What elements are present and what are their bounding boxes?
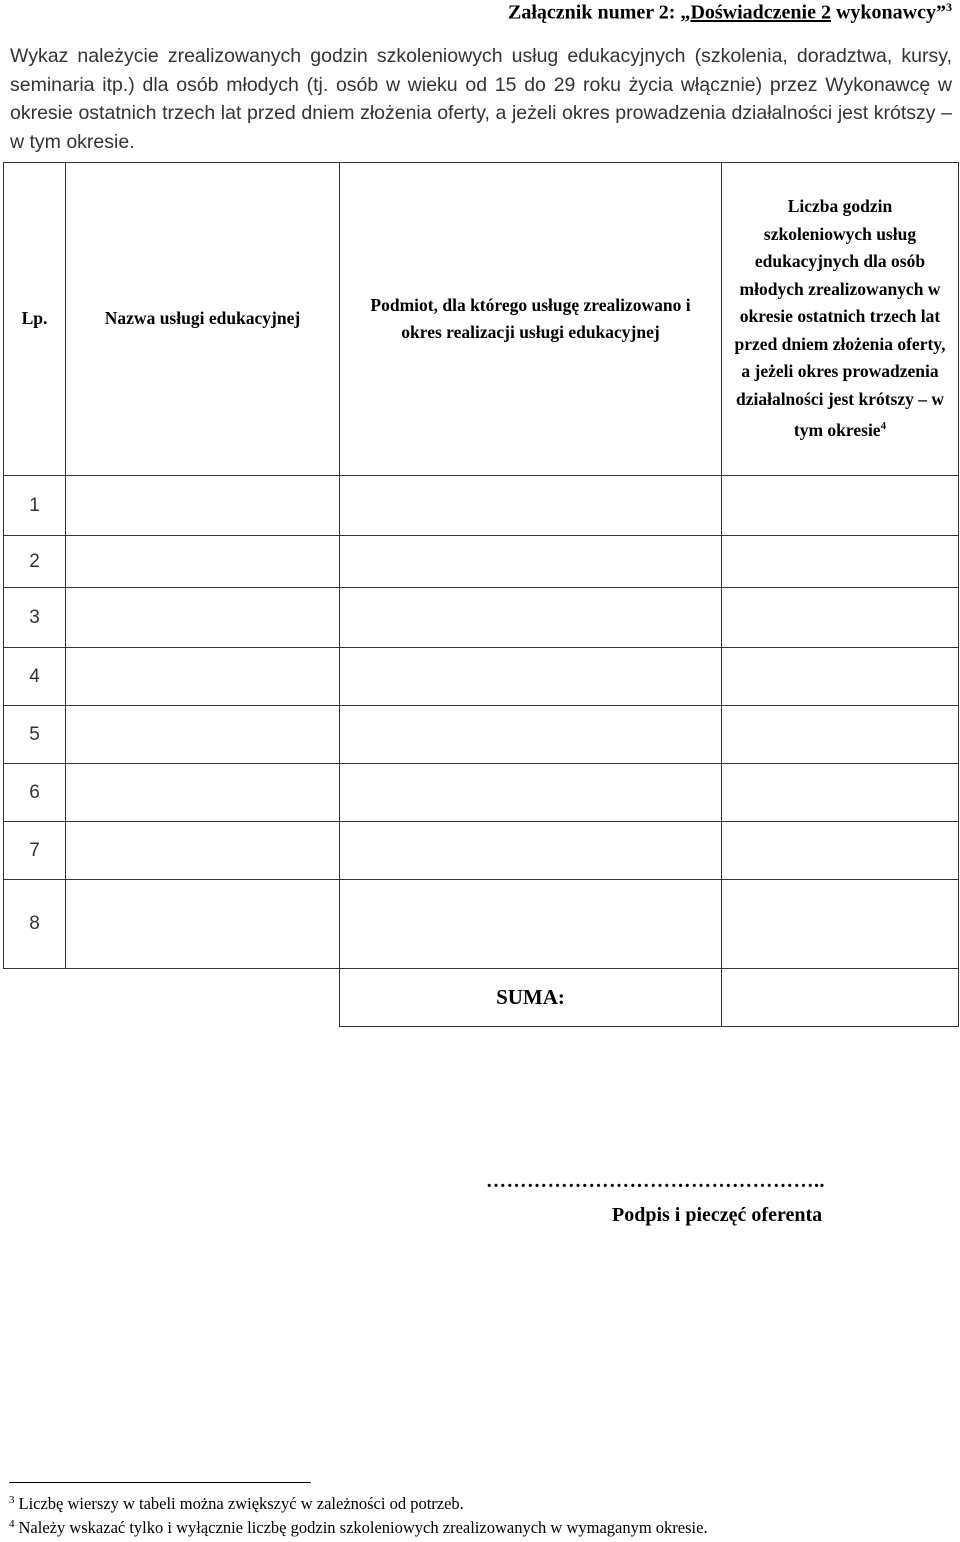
table-row (4, 536, 959, 588)
header-service-name (66, 163, 340, 476)
footnote-4-marker: 4 (9, 1518, 15, 1530)
row-entity-cell[interactable] (340, 822, 722, 880)
row-lp: 5 (4, 706, 66, 764)
attachment-title (508, 0, 952, 25)
header-hours (722, 163, 959, 476)
row-hours-cell[interactable] (722, 880, 959, 969)
row-entity-cell[interactable] (340, 764, 722, 822)
row-hours-cell[interactable] (722, 536, 959, 588)
row-entity-cell[interactable] (340, 588, 722, 648)
table-row (4, 648, 959, 706)
row-entity-cell[interactable] (340, 880, 722, 969)
row-name-cell[interactable] (66, 880, 340, 969)
sum-row (4, 969, 959, 1027)
footnote-3 (9, 1494, 464, 1514)
row-name-cell[interactable] (66, 822, 340, 880)
table-row (4, 588, 959, 648)
row-hours-cell[interactable] (722, 648, 959, 706)
header-lp: Lp. (4, 163, 66, 476)
footnote-3-marker: 3 (9, 1494, 15, 1506)
footnote-3-text: Liczbę wierszy w tabeli można zwiększyć w zależności od potrzeb. (18, 1494, 464, 1513)
sum-label: SUMA: (340, 969, 722, 1027)
sum-value-cell[interactable] (722, 969, 959, 1027)
signature-label: Podpis i pieczęć oferenta (612, 1204, 823, 1226)
title-footnote-ref: 3 (946, 0, 952, 14)
footnote-4 (9, 1518, 708, 1538)
row-name-cell[interactable] (66, 536, 340, 588)
row-entity-cell[interactable] (340, 706, 722, 764)
header-service-name-text: Nazwa usługi edukacyjnej (104, 308, 301, 329)
row-name-cell[interactable] (66, 476, 340, 536)
row-entity-cell[interactable] (340, 648, 722, 706)
table-row (4, 880, 959, 969)
title-underlined: Doświadczenie 2 (690, 1, 831, 24)
row-hours-cell[interactable] (722, 764, 959, 822)
row-name-cell[interactable] (66, 764, 340, 822)
table-row (4, 476, 959, 536)
header-entity (340, 163, 722, 476)
row-lp: 1 (4, 476, 66, 536)
row-name-cell[interactable] (66, 706, 340, 764)
row-entity-cell[interactable] (340, 536, 722, 588)
intro-paragraph: Wykaz należycie zrealizowanych godzin szkoleniowych usług edukacyjnych (szkolenia, doradztwa, kursy, seminaria itp.) dla osób młodych (tj. osób w wieku od 15 do 29 roku życia włącznie) przez Wykonawcę w okresie ostatnich trzech lat przed dniem złożenia oferty, a jeżeli okres prowadzenia działalności jest krótszy – w tym okresie. (10, 45, 952, 153)
title-suffix: wykonawcy” (830, 1, 946, 24)
signature-line: ………………………………………….. (486, 1170, 825, 1192)
title-prefix: Załącznik numer 2: „ (508, 1, 691, 24)
header-entity-text: Podmiot, dla którego usługę zrealizowano i okres realizacji usługi edukacyjnej (370, 294, 691, 342)
row-name-cell[interactable] (66, 588, 340, 648)
row-hours-cell[interactable] (722, 476, 959, 536)
row-lp: 2 (4, 536, 66, 588)
row-lp: 7 (4, 822, 66, 880)
header-hours-footnote-ref: 4 (880, 420, 887, 433)
table-header-row (4, 163, 959, 476)
table-row (4, 764, 959, 822)
row-lp: 4 (4, 648, 66, 706)
row-hours-cell[interactable] (722, 588, 959, 648)
header-hours-text: Liczba godzin szkoleniowych usług edukacyjnych dla osób młodych zrealizowanych w okresie ostatnich trzech lat przed dniem złożenia oferty, a jeżeli okres prowadzenia działalności jest krótszy – w tym okresie (734, 196, 946, 441)
row-hours-cell[interactable] (722, 706, 959, 764)
row-lp: 3 (4, 588, 66, 648)
table-row (4, 822, 959, 880)
row-name-cell[interactable] (66, 648, 340, 706)
sum-blank-lp (4, 969, 66, 1027)
services-table (3, 162, 959, 1027)
row-entity-cell[interactable] (340, 476, 722, 536)
table-row (4, 706, 959, 764)
row-lp: 6 (4, 764, 66, 822)
footnote-4-text: Należy wskazać tylko i wyłącznie liczbę godzin szkoleniowych zrealizowanych w wymaganym okresie. (18, 1518, 708, 1537)
footnote-separator (9, 1482, 311, 1483)
row-lp: 8 (4, 880, 66, 969)
row-hours-cell[interactable] (722, 822, 959, 880)
sum-blank-name (66, 969, 340, 1027)
